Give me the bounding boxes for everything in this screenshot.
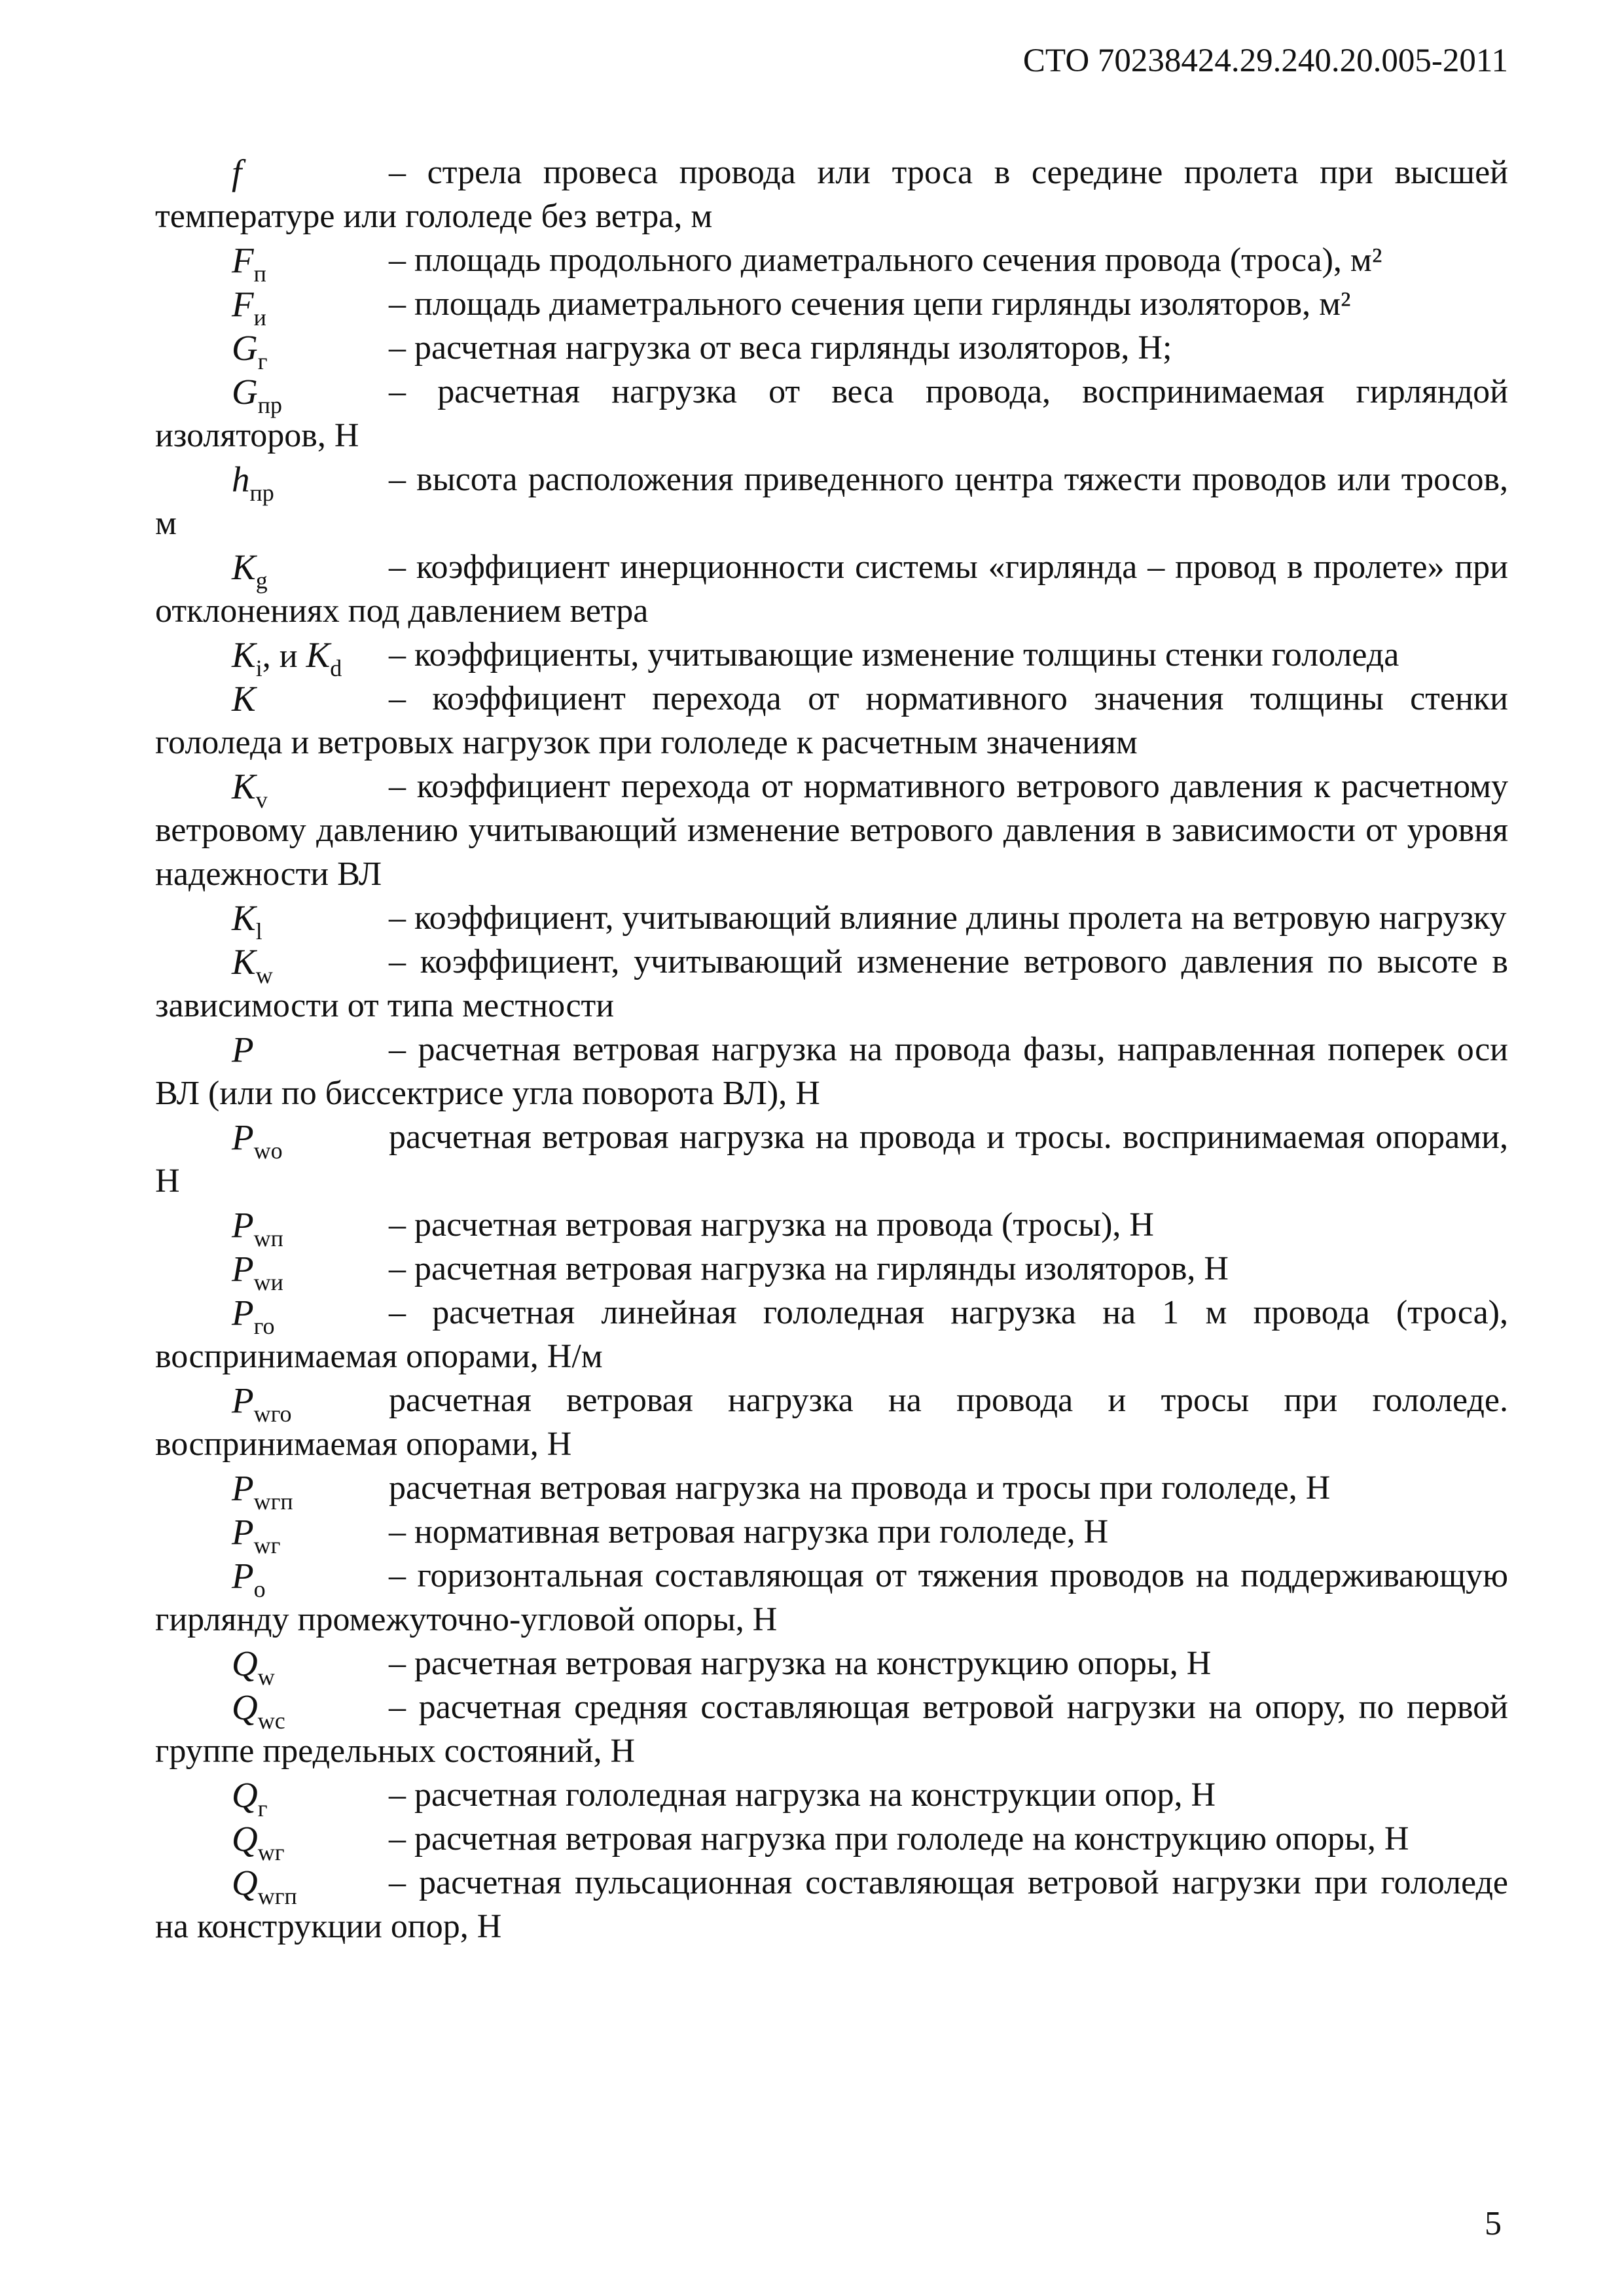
symbol-letter: Q [232, 1819, 258, 1859]
definition-entry [155, 896, 1508, 944]
definition-text: – коэффициент, учитывающий изменение ветрового давления по высоте в зависимости от типа местности [155, 943, 1508, 1024]
definition-symbol [232, 370, 282, 418]
definition-text: – расчетная ветровая нагрузка на гирлянды изоляторов, Н [389, 1250, 1229, 1287]
definition-text: – высота расположения приведенного центра тяжести проводов или тросов, м [155, 461, 1508, 542]
definition-text: – коэффициент перехода от нормативного значения толщины стенки гололеда и ветровых нагрузок при гололеде к расчетным значениям [155, 680, 1508, 761]
symbol-subscript: п [253, 260, 266, 287]
symbol-letter: f [232, 152, 242, 192]
definition-text: – расчетная средняя составляющая ветровой нагрузки на опору, по первой группе предельных состояний, Н [155, 1689, 1508, 1770]
document-number-header: СТО 70238424.29.240.20.005-2011 [1022, 43, 1508, 79]
definition-text: – расчетная линейная гололедная нагрузка на 1 м провода (троса), воспринимаемая опорами, Н/м [155, 1294, 1508, 1375]
definition-symbol [232, 1773, 268, 1821]
symbol-letter: K [232, 547, 256, 587]
symbol-subscript: г [257, 1795, 268, 1821]
definition-entry [155, 1641, 1508, 1690]
symbol-letter: P [232, 1117, 254, 1157]
definition-entry [155, 1028, 1508, 1115]
symbol-letter: P [232, 1380, 254, 1420]
definition-symbol [232, 1247, 283, 1295]
symbol-letter: G [232, 372, 258, 412]
definition-entry [155, 1817, 1508, 1865]
definition-entry [155, 1861, 1508, 1948]
symbol-letter: K [232, 766, 256, 806]
symbol-letter: Q [232, 1863, 258, 1903]
definition-entry [155, 1510, 1508, 1558]
definition-symbol [232, 633, 342, 681]
definition-entry [155, 282, 1508, 331]
symbol-letter: P [232, 1249, 254, 1289]
definition-text: – расчетная ветровая нагрузка при гололеде на конструкцию опоры, Н [389, 1820, 1409, 1857]
definition-entry [155, 326, 1508, 374]
page-number: 5 [1485, 2205, 1502, 2242]
definition-entry [155, 1685, 1508, 1773]
symbol-subscript: wгп [257, 1883, 297, 1909]
symbol-subscript: i [255, 655, 262, 681]
symbol-subscript: г [257, 348, 268, 374]
symbol-letter: P [232, 1205, 254, 1245]
definition-entry [155, 764, 1508, 896]
definition-text: – расчетная ветровая нагрузка на конструкцию опоры, Н [389, 1645, 1212, 1682]
symbol-letter: Q [232, 1775, 258, 1815]
definition-text: – расчетная нагрузка от веса гирлянды изоляторов, Н; [389, 329, 1172, 367]
symbol-subscript: wг [253, 1532, 281, 1558]
symbol-letter: Q [232, 1643, 258, 1683]
definition-symbol [232, 238, 266, 287]
symbol-letter: P [232, 1468, 254, 1508]
definition-entry [155, 1115, 1508, 1203]
symbol-letter: Q [232, 1687, 258, 1727]
definition-text: – коэффициент перехода от нормативного ветрового давления к расчетному ветровому давлению учитывающий изменение ветрового давления в зависимости от уровня надежности ВЛ [155, 768, 1508, 893]
symbol-letter: K [232, 898, 256, 938]
symbol-subscript: пр [257, 392, 282, 418]
symbol-letter: K [232, 635, 256, 675]
definition-symbol [232, 677, 256, 725]
definition-text: – площадь диаметрального сечения цепи гирлянды изоляторов, м² [389, 285, 1351, 323]
definition-text: – коэффициент, учитывающий влияние длины пролета на ветровую нагрузку [389, 899, 1507, 937]
definition-symbol [232, 1291, 274, 1339]
definition-entry [155, 1378, 1508, 1466]
definition-symbol [232, 896, 262, 944]
definition-entry [155, 1291, 1508, 1378]
definition-symbol [232, 1817, 285, 1865]
definition-symbol [232, 1554, 266, 1602]
symbol-letter: P [232, 1030, 254, 1069]
symbol-letter: P [232, 1512, 254, 1552]
symbol-subscript: o [253, 1576, 266, 1602]
definition-symbol [232, 282, 266, 331]
symbol-subscript: и [253, 304, 266, 331]
definition-symbol [232, 326, 268, 374]
definition-entry [155, 633, 1508, 681]
definition-text: расчетная ветровая нагрузка на провода и тросы. воспринимаемая опорами, Н [155, 1119, 1508, 1200]
symbol-subscript: wп [253, 1225, 283, 1251]
symbol-subscript: wг [257, 1839, 285, 1865]
symbol-subscript: wc [257, 1708, 285, 1734]
definition-text: расчетная ветровая нагрузка на провода и тросы при гололеде. воспринимаемая опорами, Н [155, 1382, 1508, 1463]
definition-entry [155, 677, 1508, 764]
definition-text: – коэффициенты, учитывающие изменение толщины стенки гололеда [389, 636, 1399, 673]
symbol-letter: h [232, 459, 250, 499]
definition-text: – расчетная гололедная нагрузка на конструкции опор, Н [389, 1776, 1216, 1814]
definition-text: – стрела провеса провода или троса в середине пролета при высшей температуре или гололеде без ветра, м [155, 154, 1508, 235]
definition-text: – расчетная ветровая нагрузка на провода (тросы), Н [389, 1206, 1154, 1244]
definition-text: – расчетная ветровая нагрузка на провода фазы, направленная поперек оси ВЛ (или по биссектрисе угла поворота ВЛ), Н [155, 1031, 1508, 1112]
symbol-definitions-list [155, 151, 1508, 1948]
definition-symbol [232, 940, 273, 988]
symbol-letter: G [232, 328, 258, 368]
symbol-letter: P [232, 1293, 254, 1333]
symbol-subscript: го [253, 1313, 275, 1339]
symbol-subscript: d [330, 655, 342, 681]
definition-symbol [232, 764, 268, 813]
definition-entry [155, 238, 1508, 287]
symbol-letter: F [232, 284, 254, 324]
symbol-separator: , и [262, 637, 306, 675]
definition-text: – коэффициент инерционности системы «гирлянда – провод в пролете» при отклонениях под давлением ветра [155, 548, 1508, 630]
symbol-letter: K [232, 942, 256, 982]
definition-symbol [232, 1510, 280, 1558]
definition-text: – горизонтальная составляющая от тяжения проводов на поддерживающую гирлянду промежуточно-угловой опоры, Н [155, 1557, 1508, 1638]
definition-entry [155, 1466, 1508, 1515]
definition-entry [155, 457, 1508, 545]
definition-symbol [232, 1378, 291, 1427]
symbol-subscript: l [255, 918, 262, 944]
definition-entry [155, 1203, 1508, 1251]
definition-entry [155, 151, 1508, 238]
definition-entry [155, 1773, 1508, 1821]
symbol-subscript: wo [253, 1138, 283, 1164]
definition-symbol [232, 1115, 283, 1164]
definition-text: – расчетная нагрузка от веса провода, воспринимаемая гирляндой изоляторов, Н [155, 373, 1508, 454]
definition-entry [155, 370, 1508, 457]
definition-symbol [232, 151, 242, 199]
symbol-letter: K [306, 635, 331, 675]
definition-entry [155, 940, 1508, 1028]
definition-text: – расчетная пульсационная составляющая ветровой нагрузки при гололеде на конструкции опор, Н [155, 1864, 1508, 1945]
definition-entry [155, 545, 1508, 633]
symbol-subscript: w [255, 962, 273, 988]
symbol-subscript: пр [249, 480, 274, 506]
symbol-subscript: wго [253, 1401, 292, 1427]
definition-entry [155, 1554, 1508, 1641]
symbol-subscript: w [257, 1664, 275, 1690]
definition-symbol [232, 1466, 293, 1515]
symbol-subscript: g [255, 567, 268, 594]
definition-symbol [232, 1203, 283, 1251]
symbol-letter: F [232, 240, 254, 280]
symbol-letter: P [232, 1556, 254, 1596]
symbol-subscript: wгп [253, 1488, 293, 1515]
definition-symbol [232, 1861, 297, 1909]
definition-text: – нормативная ветровая нагрузка при гололеде, Н [389, 1513, 1109, 1551]
definition-symbol [232, 1685, 285, 1734]
definition-text: – площадь продольного диаметрального сечения провода (троса), м² [389, 242, 1382, 279]
definition-symbol [232, 457, 274, 506]
definition-symbol [232, 545, 268, 594]
symbol-letter: K [232, 679, 256, 719]
symbol-subscript: wи [253, 1269, 283, 1295]
definition-entry [155, 1247, 1508, 1295]
definition-text: расчетная ветровая нагрузка на провода и тросы при гололеде, Н [389, 1469, 1331, 1507]
symbol-subscript: v [255, 787, 268, 813]
definition-symbol [232, 1028, 254, 1076]
definition-symbol [232, 1641, 275, 1690]
